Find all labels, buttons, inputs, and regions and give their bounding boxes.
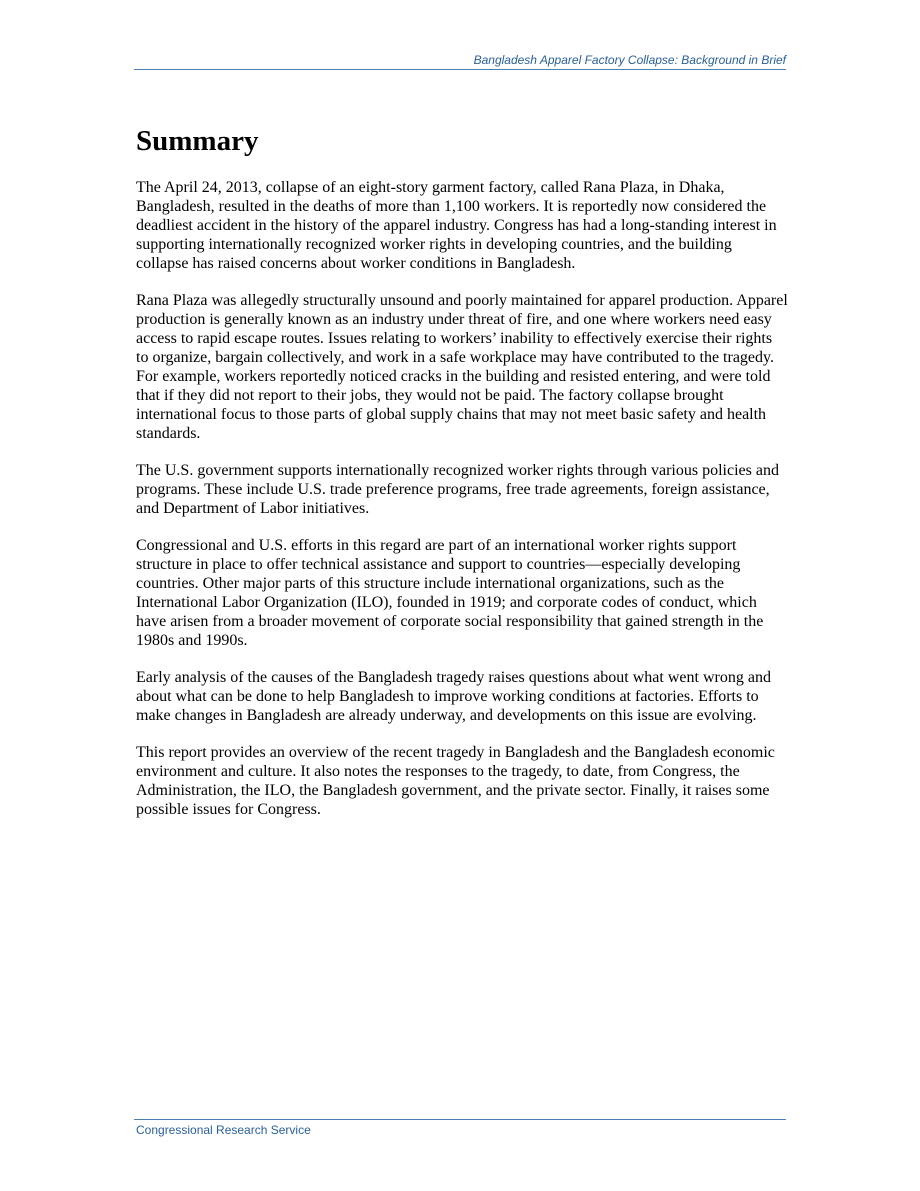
running-title: Bangladesh Apparel Factory Collapse: Background in Brief: [473, 53, 786, 67]
footer-organization: Congressional Research Service: [136, 1123, 311, 1137]
paragraph: This report provides an overview of the recent tragedy in Bangladesh and the Bangladesh economic environment and culture. It also notes the responses to the tragedy, to date, from Congress, the Administration, the ILO, the Bangladesh government, and the private sector. Finally, it raises some possible issues for Congress.: [136, 744, 775, 818]
paragraph: The April 24, 2013, collapse of an eight-story garment factory, called Rana Plaza, in Dhaka, Bangladesh, resulted in the deaths of more than 1,100 workers. It is reportedly now considered the deadliest accident in the history of the apparel industry. Congress has had a long-standing interest in supporting internationally recognized worker rights in developing countries, and the building collapse has raised concerns about worker conditions in Bangladesh.: [136, 179, 777, 272]
summary-body: [136, 178, 788, 837]
paragraph: The U.S. government supports internationally recognized worker rights through various policies and programs. These include U.S. trade preference programs, free trade agreements, foreign assistance, and Department of Labor initiatives.: [136, 462, 779, 517]
paragraph: Congressional and U.S. efforts in this regard are part of an international worker rights support structure in place to offer technical assistance and support to countries—especially developing countries. Other major parts of this structure include international organizations, such as the International Labor Organization (ILO), founded in 1919; and corporate codes of conduct, which have arisen from a broader movement of corporate social responsibility that gained strength in the 1980s and 1990s.: [136, 537, 764, 649]
paragraph: Rana Plaza was allegedly structurally unsound and poorly maintained for apparel production. Apparel production is generally known as an industry under threat of fire, and one where workers need easy access to rapid escape routes. Issues relating to workers’ inability to effectively exercise their rights to organize, bargain collectively, and work in a safe workplace may have contributed to the tragedy. For example, workers reportedly noticed cracks in the building and resisted entering, and were told that if they did not report to their jobs, they would not be paid. The factory collapse brought international focus to those parts of global supply chains that may not meet basic safety and health standards.: [136, 292, 788, 442]
paragraph: Early analysis of the causes of the Bangladesh tragedy raises questions about what went wrong and about what can be done to help Bangladesh to improve working conditions at factories. Efforts to make changes in Bangladesh are already underway, and developments on this issue are evolving.: [136, 669, 771, 724]
page-footer: [134, 1119, 786, 1137]
section-heading: Summary: [136, 125, 259, 157]
page-header: [134, 52, 786, 70]
